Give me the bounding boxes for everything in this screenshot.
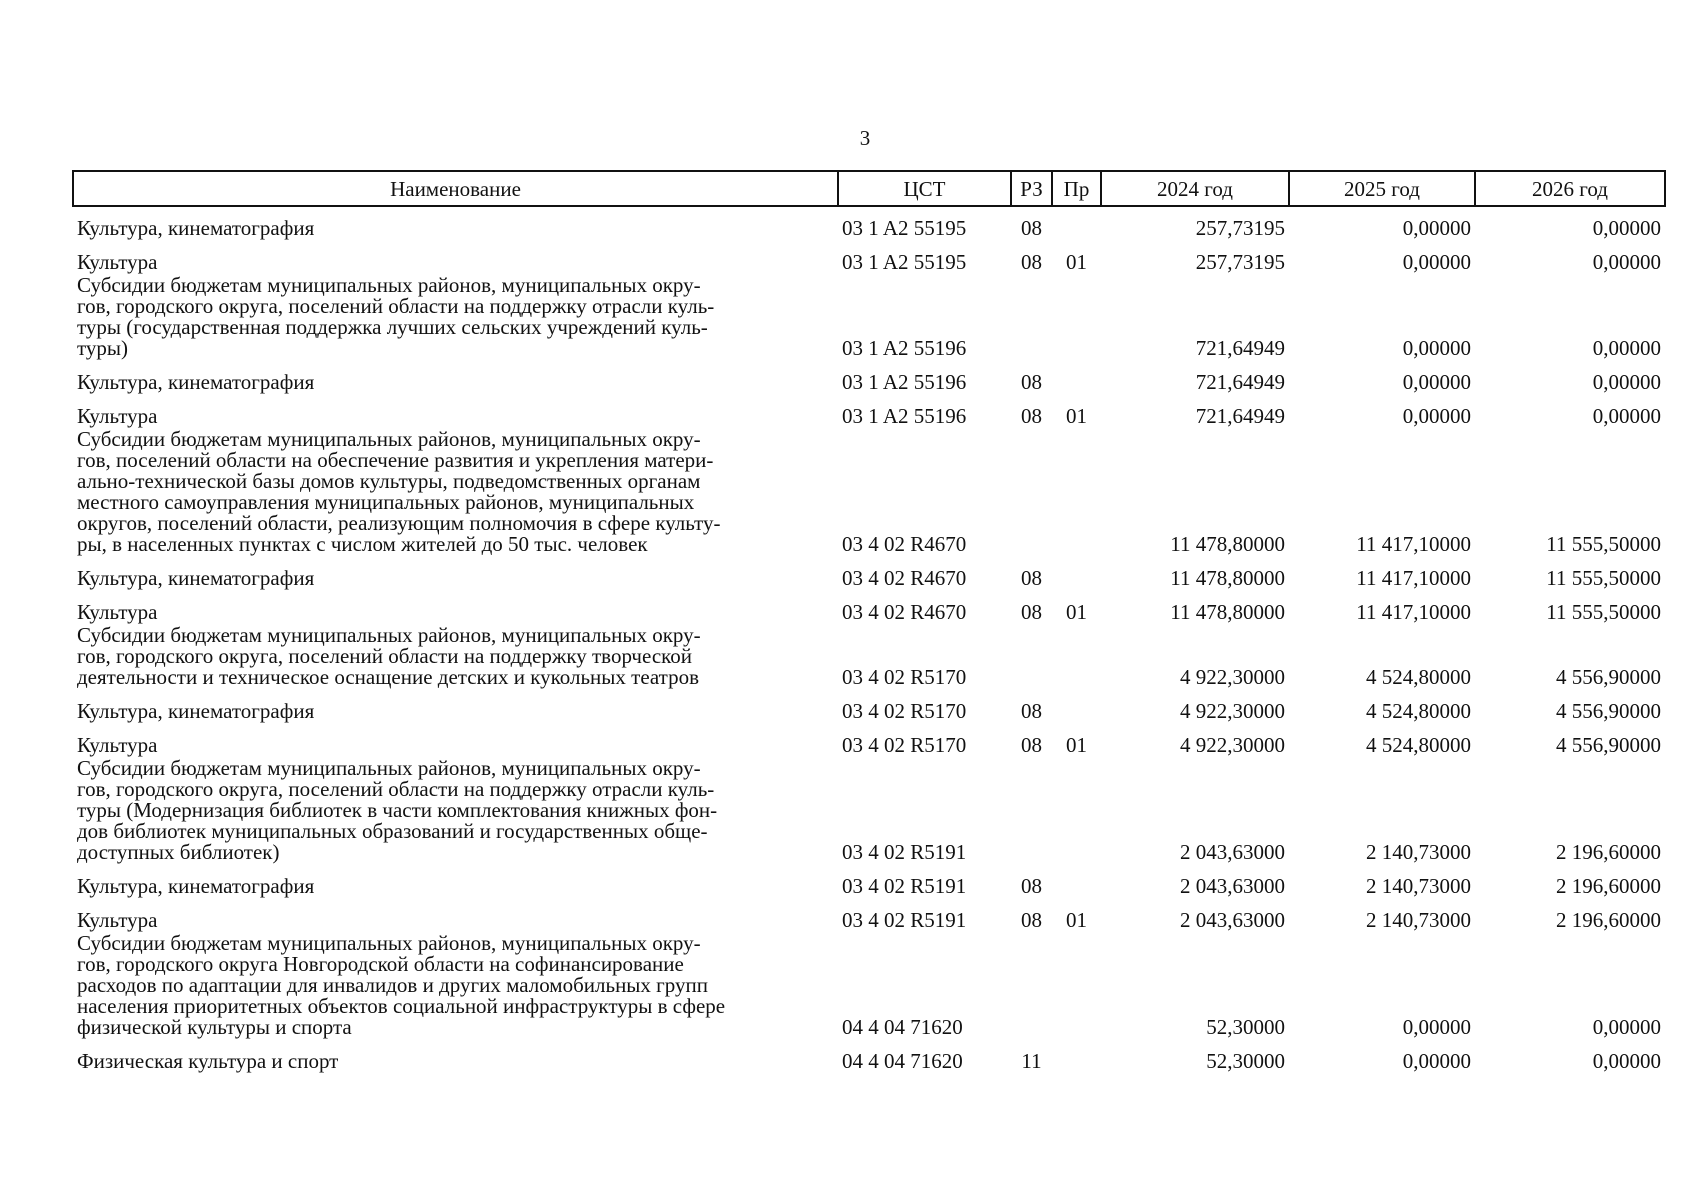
cell-rz	[1011, 429, 1052, 557]
table-row	[73, 865, 1665, 899]
cell-2026: 4 556,90000	[1556, 733, 1661, 757]
cell-rz: 08	[1021, 908, 1042, 932]
table-row	[73, 933, 1665, 1040]
cell-2026: 11 555,50000	[1546, 566, 1661, 590]
table-row	[73, 206, 1665, 241]
cell-2024: 257,73195	[1195, 216, 1285, 240]
cell-2026: 0,00000	[1592, 1015, 1661, 1039]
table-row	[73, 758, 1665, 865]
cell-2024: 4 922,30000	[1180, 733, 1285, 757]
cell-cst: 03 4 02 R5170	[842, 699, 967, 723]
cell-2024: 2 043,63000	[1180, 908, 1285, 932]
cell-cst: 03 4 02 R4670	[842, 532, 967, 556]
cell-2024: 257,73195	[1195, 250, 1285, 274]
cell-2025: 11 417,10000	[1356, 600, 1471, 624]
cell-name: Культура, кинематография	[77, 370, 315, 394]
cell-2024: 11 478,80000	[1170, 600, 1285, 624]
cell-2024: 721,64949	[1195, 404, 1285, 428]
header-cst: ЦСТ	[838, 171, 1011, 206]
cell-name: Культура, кинематография	[77, 566, 315, 590]
cell-name: Субсидии бюджетам муниципальных районов, муниципальных окру- гов, поселений области на обеспечение развития и укрепления матери- ально-технической базы домов культуры, подведомственных органам местного самоуправления муниципальных районов, муниципальных округов, поселений области, реализующим полномочия в сфере культу- ры, в населенных пунктах с числом жителей до 50 тыс. человек	[77, 427, 721, 556]
cell-cst: 03 4 02 R4670	[842, 566, 967, 590]
cell-2024: 52,30000	[1206, 1049, 1285, 1073]
cell-name: Субсидии бюджетам муниципальных районов, муниципальных окру- гов, городского округа Новгородской области на софинансирование расходов по адаптации для инвалидов и других маломобильных групп населения приоритетных объектов социальной инфраструктуры в сфере физической культуры и спорта	[77, 931, 726, 1039]
table-header-row	[73, 171, 1665, 206]
cell-pr: 01	[1066, 600, 1087, 624]
cell-name: Культура	[77, 250, 158, 274]
table-row	[73, 395, 1665, 429]
cell-rz: 08	[1021, 874, 1042, 898]
table-row	[73, 241, 1665, 275]
table-body	[73, 206, 1665, 1074]
cell-2026: 0,00000	[1592, 336, 1661, 360]
cell-2025: 11 417,10000	[1356, 532, 1471, 556]
cell-name: Культура, кинематография	[77, 874, 315, 898]
cell-name: Физическая культура и спорт	[77, 1049, 339, 1073]
cell-cst: 03 4 02 R4670	[842, 600, 967, 624]
cell-2024: 11 478,80000	[1170, 566, 1285, 590]
header-pr: Пр	[1052, 171, 1101, 206]
cell-2026: 0,00000	[1592, 1049, 1661, 1073]
cell-2024: 4 922,30000	[1180, 665, 1285, 689]
cell-cst: 04 4 04 71620	[842, 1015, 963, 1039]
cell-pr	[1052, 557, 1101, 591]
cell-2026: 0,00000	[1592, 404, 1661, 428]
cell-2024: 11 478,80000	[1170, 532, 1285, 556]
cell-2025: 11 417,10000	[1356, 566, 1471, 590]
cell-pr	[1052, 275, 1101, 361]
cell-rz: 08	[1021, 370, 1042, 394]
cell-pr	[1052, 361, 1101, 395]
cell-cst: 04 4 04 71620	[842, 1049, 963, 1073]
cell-2026: 0,00000	[1592, 216, 1661, 240]
cell-2026: 0,00000	[1592, 370, 1661, 394]
cell-pr: 01	[1066, 733, 1087, 757]
cell-2025: 0,00000	[1402, 404, 1471, 428]
cell-2025: 0,00000	[1402, 216, 1471, 240]
cell-2025: 4 524,80000	[1366, 665, 1471, 689]
cell-2024: 2 043,63000	[1180, 874, 1285, 898]
cell-2026: 2 196,60000	[1556, 840, 1661, 864]
cell-rz: 08	[1021, 699, 1042, 723]
cell-rz: 08	[1021, 600, 1042, 624]
cell-name: Культура	[77, 733, 158, 757]
cell-rz: 08	[1021, 404, 1042, 428]
table-row	[73, 724, 1665, 758]
cell-name: Культура	[77, 600, 158, 624]
cell-pr	[1052, 206, 1101, 241]
cell-2025: 4 524,80000	[1366, 733, 1471, 757]
cell-name: Субсидии бюджетам муниципальных районов, муниципальных окру- гов, городского округа, поселений области на поддержку отрасли куль- туры (государственная поддержка лучших сельских учреждений куль- туры)	[77, 273, 715, 360]
table-row	[73, 591, 1665, 625]
cell-name: Культура	[77, 908, 158, 932]
cell-cst: 03 1 A2 55195	[842, 250, 967, 274]
cell-name: Культура, кинематография	[77, 216, 315, 240]
cell-2026: 2 196,60000	[1556, 874, 1661, 898]
cell-pr	[1052, 758, 1101, 865]
cell-pr	[1052, 1040, 1101, 1074]
cell-cst: 03 1 A2 55196	[842, 370, 967, 394]
cell-cst: 03 4 02 R5191	[842, 840, 967, 864]
cell-2024: 52,30000	[1206, 1015, 1285, 1039]
cell-2026: 2 196,60000	[1556, 908, 1661, 932]
cell-2025: 2 140,73000	[1366, 874, 1471, 898]
cell-cst: 03 4 02 R5170	[842, 665, 967, 689]
cell-name: Субсидии бюджетам муниципальных районов, муниципальных окру- гов, городского округа, поселений области на поддержку отрасли куль- туры (Модернизация библиотек в части комплектования книжных фон- дов библиотек муниципальных образований и государственных обще- доступных библиотек)	[77, 756, 718, 864]
cell-cst: 03 4 02 R5170	[842, 733, 967, 757]
cell-rz	[1011, 933, 1052, 1040]
cell-cst: 03 4 02 R5191	[842, 874, 967, 898]
table-row	[73, 899, 1665, 933]
budget-table	[72, 170, 1666, 1074]
cell-name: Культура, кинематография	[77, 699, 315, 723]
table-row	[73, 1040, 1665, 1074]
page-number: 3	[859, 126, 871, 150]
cell-rz: 08	[1021, 250, 1042, 274]
cell-2024: 2 043,63000	[1180, 840, 1285, 864]
cell-pr: 01	[1066, 404, 1087, 428]
cell-rz	[1011, 758, 1052, 865]
cell-2024: 721,64949	[1195, 370, 1285, 394]
table-row	[73, 557, 1665, 591]
cell-2025: 0,00000	[1402, 336, 1471, 360]
table-row	[73, 625, 1665, 690]
cell-pr	[1052, 933, 1101, 1040]
cell-rz: 08	[1021, 733, 1042, 757]
cell-2026: 11 555,50000	[1546, 532, 1661, 556]
cell-2026: 4 556,90000	[1556, 699, 1661, 723]
header-name: Наименование	[73, 171, 838, 206]
cell-2025: 0,00000	[1402, 250, 1471, 274]
cell-2025: 2 140,73000	[1366, 840, 1471, 864]
header-2026: 2026 год	[1475, 171, 1665, 206]
cell-cst: 03 1 A2 55196	[842, 336, 967, 360]
table-row	[73, 690, 1665, 724]
cell-rz: 08	[1021, 216, 1042, 240]
cell-2024: 4 922,30000	[1180, 699, 1285, 723]
cell-cst: 03 1 A2 55195	[842, 216, 967, 240]
cell-2026: 0,00000	[1592, 250, 1661, 274]
cell-2025: 0,00000	[1402, 370, 1471, 394]
cell-cst: 03 1 A2 55196	[842, 404, 967, 428]
header-2025: 2025 год	[1289, 171, 1475, 206]
cell-2025: 2 140,73000	[1366, 908, 1471, 932]
cell-pr	[1052, 865, 1101, 899]
cell-pr: 01	[1066, 250, 1087, 274]
cell-rz: 11	[1021, 1049, 1042, 1073]
cell-2024: 721,64949	[1195, 336, 1285, 360]
cell-rz	[1011, 275, 1052, 361]
cell-cst: 03 4 02 R5191	[842, 908, 967, 932]
cell-pr: 01	[1066, 908, 1087, 932]
cell-rz	[1011, 625, 1052, 690]
table-row	[73, 429, 1665, 557]
header-rz: РЗ	[1011, 171, 1052, 206]
cell-pr	[1052, 429, 1101, 557]
cell-name: Субсидии бюджетам муниципальных районов, муниципальных окру- гов, городского округа, поселений области на поддержку творческой деятельности и техническое оснащение детских и кукольных театров	[77, 623, 701, 689]
cell-name: Культура	[77, 404, 158, 428]
table-row	[73, 361, 1665, 395]
cell-rz: 08	[1021, 566, 1042, 590]
table-row	[73, 275, 1665, 361]
cell-pr	[1052, 690, 1101, 724]
cell-2025: 4 524,80000	[1366, 699, 1471, 723]
header-2024: 2024 год	[1101, 171, 1289, 206]
cell-pr	[1052, 625, 1101, 690]
cell-2025: 0,00000	[1402, 1049, 1471, 1073]
cell-2026: 4 556,90000	[1556, 665, 1661, 689]
cell-2025: 0,00000	[1402, 1015, 1471, 1039]
cell-2026: 11 555,50000	[1546, 600, 1661, 624]
